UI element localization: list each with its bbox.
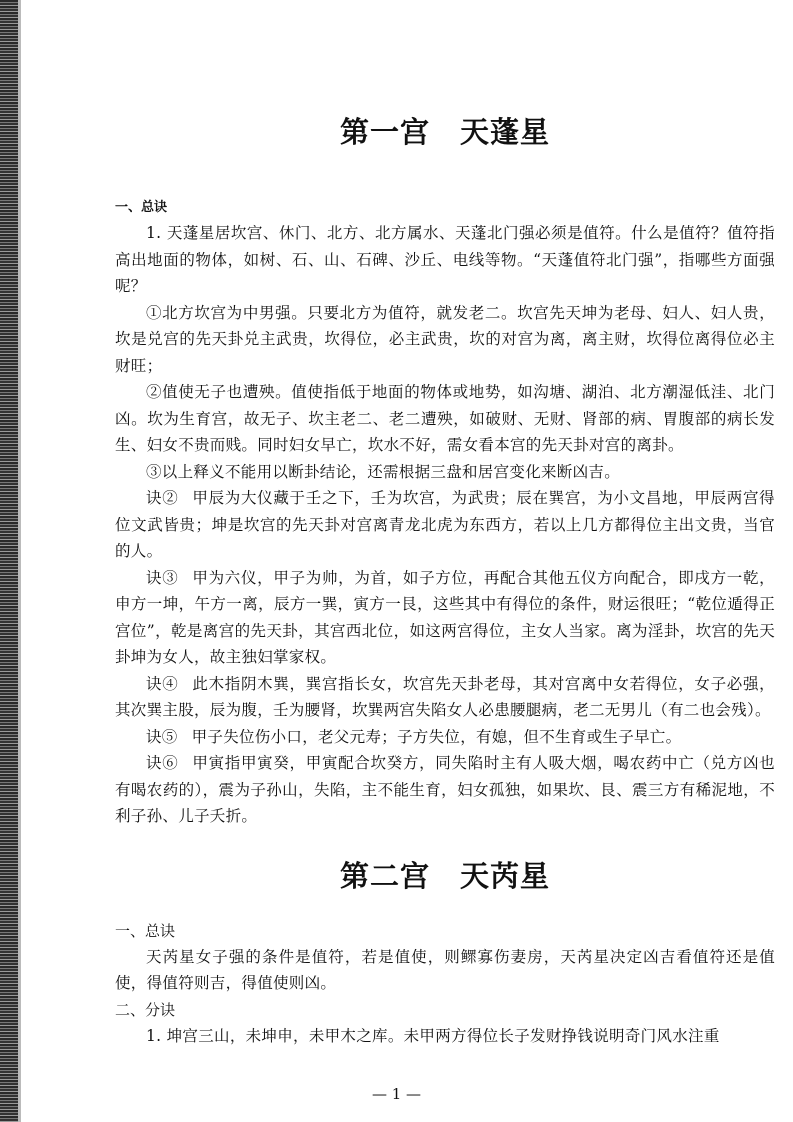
jue-text: 此木指阴木巽，巽宫指长女，坎宫先天卦老母，其对宫离中女若得位，女子必强，其次巽主股，辰为腹，壬为腰肾，坎巽两宫失陷女人必患腰腿病，老二无男儿（有二也会残）。 — [115, 674, 775, 719]
jue-paragraph — [115, 724, 775, 751]
jue-label: 诀⑥ — [146, 754, 179, 772]
jue-paragraph — [115, 565, 775, 671]
document-page — [115, 100, 775, 1049]
section1-title-star: 天蓬星 — [460, 115, 551, 149]
paragraph: 1. 天蓬星居坎宫、休门、北方、北方属水、天蓬北门强必须是值符。什么是值符？值符指高出地面的物体，如树、石、山、石碑、沙丘、电线等物。“天蓬值符北门强”，指哪些方面强呢？ — [115, 224, 775, 295]
paragraph: ③以上释义不能用以断卦结论，还需根据三盘和居宫变化来断凶吉。 — [146, 462, 621, 481]
jue-text: 甲辰为大仪藏于壬之下，壬为坎宫，为武贵；辰在巽宫，为小文昌地，甲辰两宫得位文武皆贵；坤是坎宫的先天卦对宫离青龙北虎为东西方，若以上几方都得位主出文贵，当官的人。 — [115, 489, 775, 560]
paragraph: 1. 坤宫三山，未坤申，未甲木之库。未甲两方得位长子发财挣钱说明奇门风水注重 — [146, 1026, 720, 1045]
binding-shadow — [18, 0, 21, 1122]
jue-label: 诀② — [146, 489, 179, 507]
section1-heading: 一、总诀 — [115, 200, 168, 215]
jue-text: 甲寅指甲寅癸，甲寅配合坎癸方，同失陷时主有人吸大烟，喝农药中亡（兑方凶也有喝农药的），震为子孙山，失陷，主不能生育，妇女孤独，如果坎、艮、震三方有稀泥地，不利子孙、儿子夭折。 — [115, 754, 775, 825]
paragraph: ①北方坎宫为中男强。只要北方为值符，就发老二。坎宫先天坤为老母、妇人、妇人贵，坎是兑宫的先天卦兑主武贵，坎得位，必主武贵，坎的对宫为离，离主财，坎得位离得位必主财旺； — [115, 303, 775, 375]
section2-title-star: 天芮星 — [460, 858, 551, 893]
jue-text: 甲子失位伤小口，老父元寿；子方失位，有媳，但不生育或生子早亡。 — [191, 727, 682, 746]
jue-label: 诀④ — [146, 674, 179, 693]
page-number: — 1 — — [371, 1085, 422, 1103]
jue-paragraph — [115, 750, 775, 830]
paragraph: 天芮星女子强的条件是值符，若是值使，则鳏寡伤妻房，天芮星决定凶吉看值符还是值使，得值符则吉，得值使则凶。 — [115, 947, 775, 992]
jue-label: 诀⑤ — [146, 727, 178, 746]
section1-body — [115, 220, 775, 830]
section2-title-number: 第二宫 — [339, 858, 430, 893]
section2-title — [115, 856, 775, 896]
section1-title — [115, 112, 775, 152]
jue-paragraph — [115, 671, 775, 724]
book-binding-edge — [0, 0, 18, 1122]
jue-label: 诀③ — [146, 568, 179, 587]
paragraph: ②值使无子也遭殃。值使指低于地面的物体或地势，如沟塘、湖泊、北方潮湿低洼、北门凶。坎为生育宫，故无子、坎主老二、老二遭殃，如破财、无财、肾部的病、胃腹部的病长发生、妇女不贵而贱。同时妇女早亡，坎水不好，需女看本宫的先天卦对宫的离卦。 — [115, 383, 775, 454]
jue-paragraph — [115, 485, 775, 565]
section2-heading-detail: 二、分诀 — [115, 1000, 176, 1019]
section1-title-number: 第一宫 — [339, 115, 430, 149]
section2-heading-general: 一、总诀 — [115, 921, 176, 940]
jue-text: 甲为六仪，甲子为帅，为首，如子方位，再配合其他五仪方向配合，即戌方一乾，申方一坤，午方一离，辰方一巽，寅方一艮，这些其中有得位的条件，财运很旺；“乾位遁得正宫位”，乾是离宫的先天卦，其宫西北位，如这两宫得位，主女人当家。离为淫卦，坎宫的先天卦坤为女人，故主独妇掌家权。 — [115, 568, 775, 666]
